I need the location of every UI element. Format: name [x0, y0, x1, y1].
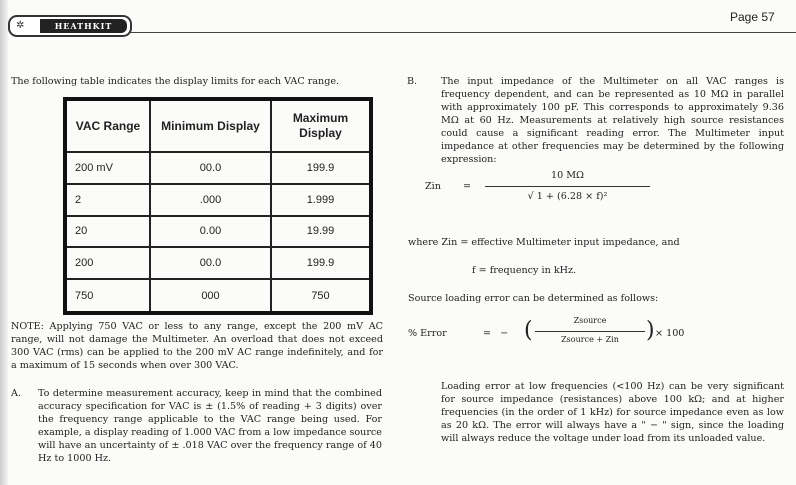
heathkit-logo [8, 15, 132, 37]
item-b-text: The input impedance of the Multimeter on all VAC ranges is frequency dependent, and can be represented as 10 MΩ in parallel with approximately 100 pF. This corresponds to approximately 9.36 MΩ at 60 Hz. Measurements at relatively high source resistances could cause a significant reading error. The Multimeter input impedance at other frequencies may be determined by the following expression: [441, 76, 784, 165]
cell: 199.9 [271, 247, 371, 279]
cell: 20 [65, 216, 150, 248]
cell: 200 mV [65, 152, 150, 184]
eq2-lhs: % Error [408, 328, 447, 339]
header-rule [130, 32, 796, 33]
cell: 00.0 [150, 247, 271, 279]
header-max: Maximum Display [271, 99, 371, 152]
source-loading-text: Source loading error can be determined as follows: [408, 293, 659, 304]
right-paren: ) [646, 318, 655, 343]
eq1-lhs: Zin [425, 181, 441, 192]
cell: 0.00 [150, 216, 271, 248]
page-number: Page 57 [730, 10, 775, 24]
cell: 19.99 [271, 216, 371, 248]
table-row [65, 152, 371, 184]
table-row [65, 184, 371, 216]
logo-text: HEATHKIT [40, 19, 127, 33]
vac-display-table [63, 97, 373, 315]
fraction-bar [485, 186, 650, 187]
cell: 199.9 [271, 152, 371, 184]
eq2-denominator: Zsource + Zin [561, 335, 619, 344]
cell: 750 [271, 279, 371, 313]
scan-edge [0, 0, 8, 485]
where-line-1: where Zin = effective Multimeter input impedance, and [408, 237, 680, 248]
cell: 2 [65, 184, 150, 216]
item-a-label: A. [11, 388, 21, 399]
item-a-text: To determine measurement accuracy, keep in mind that the combined accuracy specification for VAC is ± (1.5% of reading + 3 digits) over the frequency range applicable to the VAC range being used. For example, a display reading of 1.000 VAC from a low impedance source will have an uncertainty of ± .018 VAC over the frequency range of 40 Hz to 1000 Hz. [38, 388, 382, 464]
cell: .000 [150, 184, 271, 216]
loading-error-text: Loading error at low frequencies (<100 Hz) can be very significant for source impedance (resistances) above 100 kΩ; and at higher frequencies (in the order of 1 kHz) for source impedance even as low as 20 kΩ. The error will always have a " − " sign, since the loading will always reduce the voltage under load from its unloaded value. [441, 381, 784, 444]
table-row [65, 279, 371, 313]
cell: 00.0 [150, 152, 271, 184]
eq2-multiplier: × 100 [655, 328, 685, 339]
table-row [65, 216, 371, 248]
cell: 750 [65, 279, 150, 313]
table-row [65, 247, 371, 279]
cell: 200 [65, 247, 150, 279]
where-line-2: f = frequency in kHz. [472, 265, 577, 276]
table-header-row [65, 99, 371, 152]
header-vac-range: VAC Range [65, 99, 150, 152]
header-min: Minimum Display [150, 99, 271, 152]
eq2-equals: = − [483, 328, 509, 339]
cell: 1.999 [271, 184, 371, 216]
note-text: NOTE: Applying 750 VAC or less to any range, except the 200 mV AC range, will not damage the Multimeter. An overload that does not exceed 300 VAC (rms) can be applied to the 200 mV AC range indefinitely, and for a maximum of 15 seconds when over 300 VAC. [11, 321, 383, 371]
item-b-label: B. [407, 76, 418, 87]
left-paren: ( [524, 318, 533, 343]
logo-emblem-icon: ✲ [16, 20, 25, 31]
eq1-denominator: √ 1 + (6.28 × f)² [527, 191, 608, 202]
eq2-numerator: Zsource [573, 316, 607, 325]
fraction-bar [535, 331, 645, 332]
eq1-equals: = [463, 181, 472, 192]
intro-text: The following table indicates the display limits for each VAC range. [11, 76, 340, 87]
cell: 000 [150, 279, 271, 313]
eq1-numerator: 10 MΩ [550, 170, 585, 181]
